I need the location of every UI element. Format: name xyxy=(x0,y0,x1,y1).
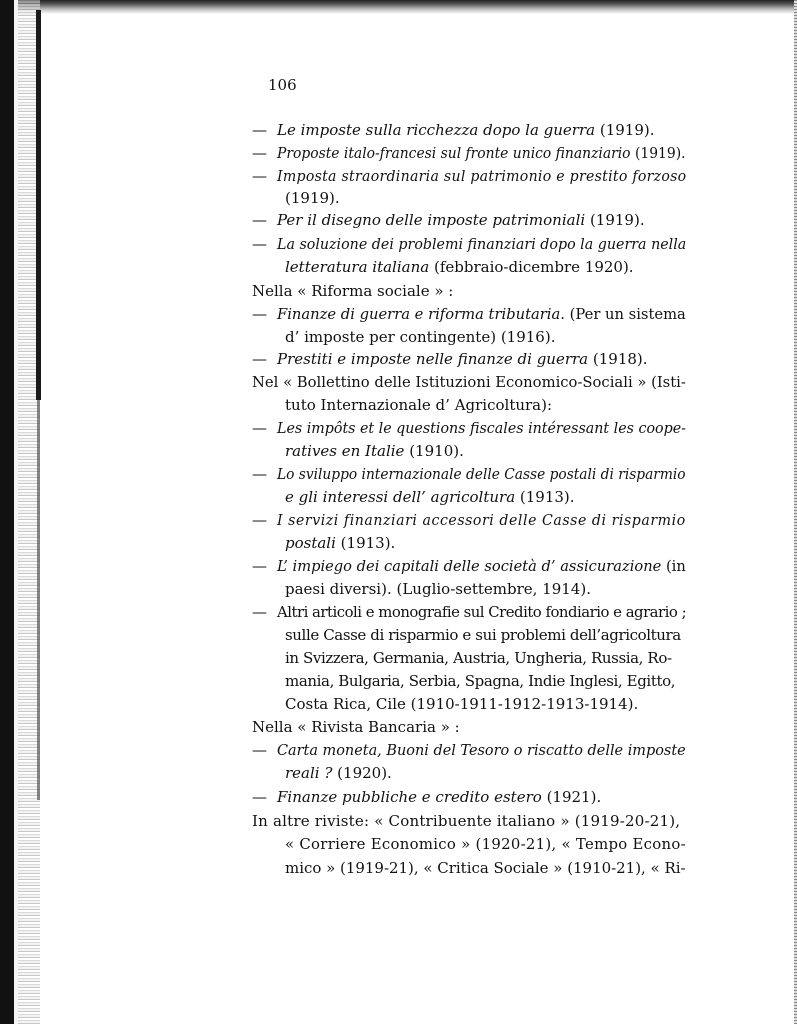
entry-year: (1919). xyxy=(595,121,655,139)
page-corner-mark-lower xyxy=(0,950,12,990)
entry-dash: — xyxy=(252,557,267,575)
entry-year: (1919). xyxy=(630,144,686,162)
section-heading-bancaria: Nella « Rivista Bancaria » : xyxy=(252,718,460,736)
entry-year: (1919). xyxy=(585,211,645,229)
entry-continuation: Costa Rica, Cile (1910-1911-1912-1913-1914). xyxy=(285,695,639,713)
entry-dash: — xyxy=(252,167,267,185)
entry xyxy=(277,788,601,806)
entry xyxy=(277,167,686,185)
entry xyxy=(277,211,645,229)
entry xyxy=(277,419,686,437)
entry-dash: — xyxy=(252,350,267,368)
entry-title: Lo sviluppo internazionale delle Casse postali di risparmio xyxy=(277,465,686,483)
entry-year: (1913). xyxy=(335,534,396,552)
entry xyxy=(277,741,686,759)
entry-year: (1920). xyxy=(332,764,392,782)
entry xyxy=(277,235,686,253)
section-altre-cont: « Corriere Economico » (1920-21), « Tempo Econo- xyxy=(285,835,686,853)
entry-title: La soluzione dei problemi finanziari dopo la guerra nella xyxy=(277,235,687,253)
section-heading-riforma: Nella « Riforma sociale » : xyxy=(252,282,454,300)
entry-dash: — xyxy=(252,419,267,437)
entry-dash: — xyxy=(252,144,267,162)
entry-title: L’ impiego dei capitali delle società d’ assicurazione xyxy=(277,557,662,575)
entry-title: I servizi finanziari accessori delle Casse di risparmio xyxy=(277,511,686,529)
entry-rest: (Per un sistema xyxy=(564,305,686,323)
entry-year: (1910). xyxy=(404,442,464,460)
entry-continuation xyxy=(285,488,575,506)
entry-continuation xyxy=(285,764,392,782)
section-altre-riviste: In altre riviste: « Contribuente italiano » (1919-20-21), xyxy=(252,812,681,830)
entry-title: Les impôts et le questions fiscales intéressant les coope- xyxy=(277,419,686,437)
entry-title: Per il disegno delle imposte patrimoniali xyxy=(277,211,586,229)
entry-title: Imposta straordinaria sul patrimonio e prestito forzoso xyxy=(277,167,687,185)
entry-continuation xyxy=(285,442,464,460)
entry-year: (1913). xyxy=(515,488,575,506)
entry-title: Prestiti e imposte nelle finanze di guerra xyxy=(277,350,589,368)
entry xyxy=(277,144,686,162)
scan-top-edge xyxy=(0,0,797,14)
entry-dash: — xyxy=(252,121,267,139)
entry-title: Finanze di guerra e riforma tributaria. xyxy=(277,305,565,323)
section-altre-cont: mico » (1919-21), « Critica Sociale » (1910-21), « Ri- xyxy=(285,859,686,877)
entry-title-cont: ratives en Italie xyxy=(285,442,405,460)
entry-continuation: paesi diversi). (Luglio-settembre, 1914). xyxy=(285,580,591,598)
entry-dash: — xyxy=(252,741,267,759)
entry-dash: — xyxy=(252,788,267,806)
entry-title: Le imposte sulla ricchezza dopo la guerra xyxy=(277,121,596,139)
entry xyxy=(277,557,686,575)
entry-title-cont: letteratura italiana xyxy=(285,258,430,276)
entry-continuation: (1919). xyxy=(285,189,340,207)
entry xyxy=(277,121,655,139)
entry-title-cont: e gli interessi dell’ agricoltura xyxy=(285,488,516,506)
entry: Altri articoli e monografie sul Credito fondiario e agrario ; xyxy=(277,603,687,621)
entry-rest: (in xyxy=(661,557,686,575)
section-heading-bollettino: Nel « Bollettino delle Istituzioni Economico-Sociali » (Isti- xyxy=(252,373,686,391)
entry-continuation: d’ imposte per contingente) (1916). xyxy=(285,328,556,346)
entry-dash: — xyxy=(252,305,267,323)
entry-continuation: in Svizzera, Germania, Austria, Ungheria, Russia, Ro- xyxy=(285,649,672,667)
entry-continuation xyxy=(285,534,395,552)
entry-continuation: mania, Bulgaria, Serbia, Spagna, Indie Inglesi, Egitto, xyxy=(285,672,676,690)
entry xyxy=(277,350,648,368)
book-spine-shadow xyxy=(0,0,14,1024)
entry-dash: — xyxy=(252,603,267,621)
entry-continuation: sulle Casse di risparmio e sui problemi dell’agricoltura xyxy=(285,626,681,644)
entry-title-cont: reali ? xyxy=(285,764,333,782)
entry xyxy=(277,511,686,529)
page-corner-mark xyxy=(0,270,12,370)
entry xyxy=(277,305,686,323)
entry-title: Carta moneta, Buoni del Tesoro o riscatto delle imposte xyxy=(277,741,686,759)
entry-dash: — xyxy=(252,511,267,529)
entry xyxy=(277,465,686,483)
entry-continuation xyxy=(285,258,634,276)
page-number: 106 xyxy=(268,76,297,94)
spine-line-lower xyxy=(37,400,40,800)
entry-year: (febbraio-dicembre 1920). xyxy=(429,258,634,276)
entry-title-cont: postali xyxy=(285,534,336,552)
entry-title: Finanze pubbliche e credito estero xyxy=(277,788,542,806)
entry-year: (1918). xyxy=(588,350,648,368)
spine-line xyxy=(36,10,41,400)
section-heading-cont: tuto Internazionale d’ Agricoltura): xyxy=(285,396,553,414)
entry-dash: — xyxy=(252,235,267,253)
entry-title: Proposte italo-francesi sul fronte unico finanziario xyxy=(277,144,631,162)
entry-year: (1921). xyxy=(541,788,602,806)
entry-dash: — xyxy=(252,465,267,483)
entry-dash: — xyxy=(252,211,267,229)
